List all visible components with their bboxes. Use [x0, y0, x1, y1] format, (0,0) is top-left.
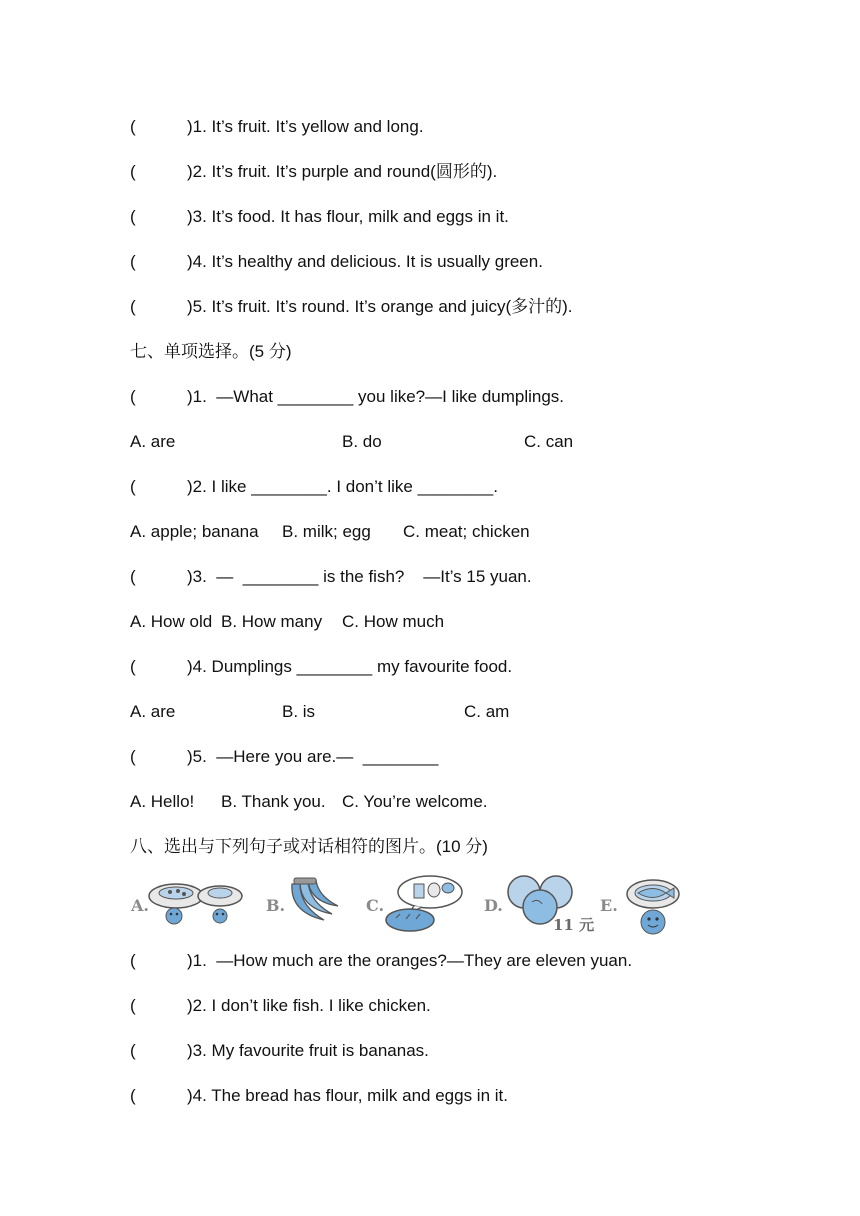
dumplings-picture: [148, 878, 244, 928]
question-text: )2. I like ________. I don’t like ________.: [187, 477, 498, 496]
option-a[interactable]: A. are: [130, 432, 176, 451]
question-line: [130, 296, 573, 318]
question-line: [130, 206, 509, 228]
option-c[interactable]: C. meat; chicken: [403, 522, 530, 541]
question-text: )1. —How much are the oranges?—They are eleven yuan.: [187, 951, 633, 970]
answer-paren[interactable]: (: [130, 387, 136, 406]
question-text: )5. It’s fruit. It’s round. It’s orange and juicy(多汁的).: [187, 297, 573, 316]
option-c[interactable]: C. can: [524, 432, 574, 451]
question-text: )3. My favourite fruit is bananas.: [187, 1041, 429, 1060]
option-b[interactable]: B. Thank you.: [221, 792, 326, 811]
question-line: [130, 566, 532, 588]
question-line: [130, 161, 497, 183]
question-line: [130, 386, 564, 408]
picture-label-a: A.: [131, 896, 149, 915]
question-line: [130, 116, 424, 138]
option-a[interactable]: A. How old: [130, 612, 213, 631]
answer-paren[interactable]: (: [130, 297, 136, 316]
question-text: )4. The bread has flour, milk and eggs in it.: [187, 1086, 508, 1105]
answer-paren[interactable]: (: [130, 207, 136, 226]
picture-label-d: D.: [484, 896, 503, 915]
question-text: )2. I don’t like fish. I like chicken.: [187, 996, 431, 1015]
question-text: )1. It’s fruit. It’s yellow and long.: [187, 117, 424, 136]
question-line: [130, 1085, 508, 1107]
answer-paren[interactable]: (: [130, 117, 136, 136]
price-tag: 11 元: [553, 916, 595, 934]
question-line: [130, 656, 512, 678]
option-c[interactable]: C. How much: [342, 612, 445, 631]
answer-paren[interactable]: (: [130, 1086, 136, 1105]
question-line: [130, 950, 632, 972]
answer-paren[interactable]: (: [130, 252, 136, 271]
answer-paren[interactable]: (: [130, 996, 136, 1015]
option-c[interactable]: C. am: [464, 702, 510, 721]
option-a[interactable]: A. apple; banana: [130, 522, 259, 541]
section-heading: 七、单项选择。(5 分): [130, 342, 292, 361]
option-b[interactable]: B. do: [342, 432, 382, 451]
answer-paren[interactable]: (: [130, 657, 136, 676]
question-text: )4. Dumplings ________ my favourite food.: [187, 657, 513, 676]
bread-picture: [384, 872, 466, 934]
answer-paren[interactable]: (: [130, 477, 136, 496]
question-text: )4. It’s healthy and delicious. It is usually green.: [187, 252, 543, 271]
picture-label-b: B.: [266, 896, 286, 915]
question-text: )5. —Here you are.— ________: [187, 747, 439, 766]
answer-paren[interactable]: (: [130, 1041, 136, 1060]
picture-label-c: C.: [366, 896, 385, 915]
option-c[interactable]: C. You’re welcome.: [342, 792, 488, 811]
question-line: [130, 251, 543, 273]
option-a[interactable]: A. are: [130, 702, 176, 721]
answer-paren[interactable]: (: [130, 951, 136, 970]
option-b[interactable]: B. How many: [221, 612, 323, 631]
question-line: [130, 995, 431, 1017]
bananas-picture: [286, 876, 342, 928]
picture-label-e: E.: [600, 896, 618, 915]
question-text: )1. —What ________ you like?—I like dumplings.: [187, 387, 565, 406]
question-line: [130, 746, 438, 768]
answer-paren[interactable]: (: [130, 567, 136, 586]
question-text: )3. — ________ is the fish? —It’s 15 yuan.: [187, 567, 532, 586]
answer-paren[interactable]: (: [130, 747, 136, 766]
option-b[interactable]: B. milk; egg: [282, 522, 371, 541]
question-text: )3. It’s food. It has flour, milk and eggs in it.: [187, 207, 509, 226]
option-a[interactable]: A. Hello!: [130, 792, 195, 811]
question-line: [130, 1040, 429, 1062]
answer-paren[interactable]: (: [130, 162, 136, 181]
fish-dish-picture: [624, 876, 682, 938]
option-b[interactable]: B. is: [282, 702, 316, 721]
question-line: [130, 476, 498, 498]
question-text: )2. It’s fruit. It’s purple and round(圆形的).: [187, 162, 498, 181]
section-heading: 八、选出与下列句子或对话相符的图片。(10 分): [130, 837, 488, 856]
